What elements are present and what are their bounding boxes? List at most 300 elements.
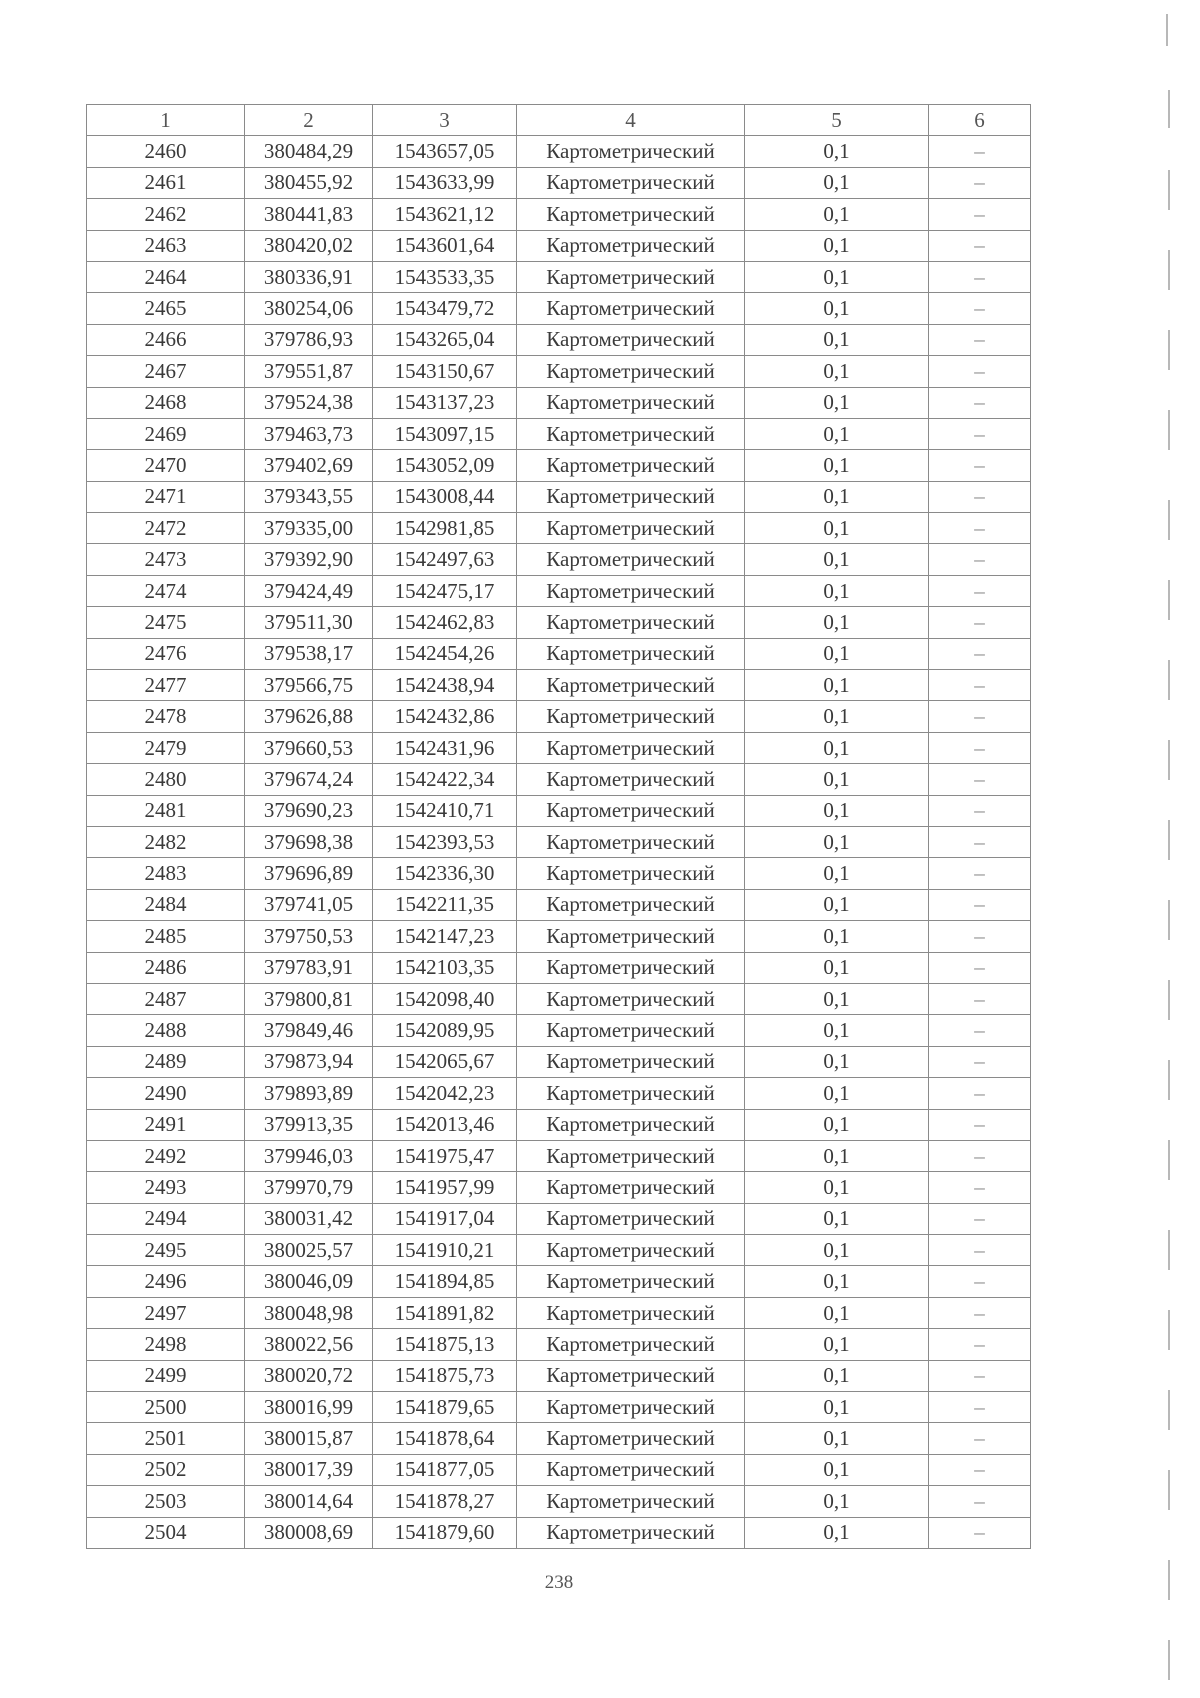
y-coordinate-cell: 1543008,44 [373, 481, 517, 512]
table-row [87, 1360, 1031, 1391]
table-row [87, 952, 1031, 983]
x-coordinate-cell: 379424,49 [245, 575, 373, 606]
point-number-cell: 2499 [87, 1360, 245, 1391]
column-header-accuracy: 5 [745, 105, 929, 136]
description-cell: – [929, 513, 1031, 544]
description-cell: – [929, 1109, 1031, 1140]
table-row [87, 481, 1031, 512]
x-coordinate-cell: 380254,06 [245, 293, 373, 324]
table-row [87, 167, 1031, 198]
point-number-cell: 2472 [87, 513, 245, 544]
description-cell: – [929, 481, 1031, 512]
method-cell: Картометрический [517, 638, 745, 669]
method-cell: Картометрический [517, 167, 745, 198]
y-coordinate-cell: 1543137,23 [373, 387, 517, 418]
table-row [87, 1109, 1031, 1140]
scan-edge-mark [1168, 1060, 1170, 1100]
description-cell: – [929, 670, 1031, 701]
accuracy-cell: 0,1 [745, 638, 929, 669]
description-cell: – [929, 1329, 1031, 1360]
y-coordinate-cell: 1542211,35 [373, 889, 517, 920]
table-row [87, 858, 1031, 889]
table-row [87, 293, 1031, 324]
table-row [87, 732, 1031, 763]
accuracy-cell: 0,1 [745, 418, 929, 449]
method-cell: Картометрический [517, 1203, 745, 1234]
x-coordinate-cell: 380008,69 [245, 1517, 373, 1548]
table-row [87, 544, 1031, 575]
y-coordinate-cell: 1542981,85 [373, 513, 517, 544]
table-row [87, 387, 1031, 418]
x-coordinate-cell: 380484,29 [245, 136, 373, 167]
x-coordinate-cell: 380016,99 [245, 1392, 373, 1423]
method-cell: Картометрический [517, 1454, 745, 1485]
point-number-cell: 2484 [87, 889, 245, 920]
method-cell: Картометрический [517, 1109, 745, 1140]
x-coordinate-cell: 379913,35 [245, 1109, 373, 1140]
description-cell: – [929, 1078, 1031, 1109]
x-coordinate-cell: 379750,53 [245, 921, 373, 952]
y-coordinate-cell: 1542103,35 [373, 952, 517, 983]
description-cell: – [929, 324, 1031, 355]
y-coordinate-cell: 1541957,99 [373, 1172, 517, 1203]
point-number-cell: 2490 [87, 1078, 245, 1109]
description-cell: – [929, 889, 1031, 920]
y-coordinate-cell: 1542431,96 [373, 732, 517, 763]
description-cell: – [929, 1392, 1031, 1423]
description-cell: – [929, 167, 1031, 198]
point-number-cell: 2465 [87, 293, 245, 324]
table-row [87, 1235, 1031, 1266]
y-coordinate-cell: 1541875,73 [373, 1360, 517, 1391]
accuracy-cell: 0,1 [745, 575, 929, 606]
description-cell: – [929, 1046, 1031, 1077]
accuracy-cell: 0,1 [745, 1015, 929, 1046]
scan-edge-mark [1168, 1230, 1170, 1270]
point-number-cell: 2493 [87, 1172, 245, 1203]
method-cell: Картометрический [517, 858, 745, 889]
accuracy-cell: 0,1 [745, 607, 929, 638]
table-row [87, 1486, 1031, 1517]
table-row [87, 1517, 1031, 1548]
point-number-cell: 2473 [87, 544, 245, 575]
y-coordinate-cell: 1543479,72 [373, 293, 517, 324]
point-number-cell: 2479 [87, 732, 245, 763]
column-header-y: 3 [373, 105, 517, 136]
y-coordinate-cell: 1542422,34 [373, 764, 517, 795]
point-number-cell: 2491 [87, 1109, 245, 1140]
description-cell: – [929, 199, 1031, 230]
accuracy-cell: 0,1 [745, 1454, 929, 1485]
method-cell: Картометрический [517, 356, 745, 387]
accuracy-cell: 0,1 [745, 1140, 929, 1171]
description-cell: – [929, 356, 1031, 387]
table-row [87, 1203, 1031, 1234]
point-number-cell: 2483 [87, 858, 245, 889]
table-row [87, 230, 1031, 261]
table-row [87, 1046, 1031, 1077]
description-cell: – [929, 921, 1031, 952]
method-cell: Картометрический [517, 826, 745, 857]
description-cell: – [929, 136, 1031, 167]
x-coordinate-cell: 379343,55 [245, 481, 373, 512]
accuracy-cell: 0,1 [745, 1329, 929, 1360]
description-cell: – [929, 1266, 1031, 1297]
accuracy-cell: 0,1 [745, 1266, 929, 1297]
description-cell: – [929, 1486, 1031, 1517]
x-coordinate-cell: 379511,30 [245, 607, 373, 638]
description-cell: – [929, 1015, 1031, 1046]
x-coordinate-cell: 379849,46 [245, 1015, 373, 1046]
method-cell: Картометрический [517, 1329, 745, 1360]
accuracy-cell: 0,1 [745, 544, 929, 575]
accuracy-cell: 0,1 [745, 983, 929, 1014]
point-number-cell: 2500 [87, 1392, 245, 1423]
scan-edge-mark [1168, 500, 1170, 540]
accuracy-cell: 0,1 [745, 1423, 929, 1454]
y-coordinate-cell: 1542013,46 [373, 1109, 517, 1140]
point-number-cell: 2497 [87, 1297, 245, 1328]
x-coordinate-cell: 379690,23 [245, 795, 373, 826]
table-row [87, 1454, 1031, 1485]
accuracy-cell: 0,1 [745, 513, 929, 544]
coordinates-table [86, 104, 1031, 1549]
scan-edge-mark [1168, 250, 1170, 290]
point-number-cell: 2467 [87, 356, 245, 387]
accuracy-cell: 0,1 [745, 1109, 929, 1140]
description-cell: – [929, 418, 1031, 449]
column-header-description: 6 [929, 105, 1031, 136]
method-cell: Картометрический [517, 324, 745, 355]
description-cell: – [929, 575, 1031, 606]
description-cell: – [929, 450, 1031, 481]
method-cell: Картометрический [517, 450, 745, 481]
x-coordinate-cell: 379946,03 [245, 1140, 373, 1171]
method-cell: Картометрический [517, 889, 745, 920]
x-coordinate-cell: 379674,24 [245, 764, 373, 795]
method-cell: Картометрический [517, 513, 745, 544]
x-coordinate-cell: 379970,79 [245, 1172, 373, 1203]
accuracy-cell: 0,1 [745, 230, 929, 261]
accuracy-cell: 0,1 [745, 1172, 929, 1203]
method-cell: Картометрический [517, 481, 745, 512]
table-row [87, 670, 1031, 701]
method-cell: Картометрический [517, 387, 745, 418]
point-number-cell: 2461 [87, 167, 245, 198]
method-cell: Картометрический [517, 952, 745, 983]
x-coordinate-cell: 379402,69 [245, 450, 373, 481]
x-coordinate-cell: 380031,42 [245, 1203, 373, 1234]
method-cell: Картометрический [517, 136, 745, 167]
column-header-x: 2 [245, 105, 373, 136]
accuracy-cell: 0,1 [745, 199, 929, 230]
method-cell: Картометрический [517, 1486, 745, 1517]
page-number: 238 [544, 1572, 574, 1593]
point-number-cell: 2470 [87, 450, 245, 481]
method-cell: Картометрический [517, 701, 745, 732]
x-coordinate-cell: 380014,64 [245, 1486, 373, 1517]
method-cell: Картометрический [517, 1360, 745, 1391]
accuracy-cell: 0,1 [745, 1517, 929, 1548]
accuracy-cell: 0,1 [745, 1235, 929, 1266]
table-row [87, 921, 1031, 952]
x-coordinate-cell: 379335,00 [245, 513, 373, 544]
description-cell: – [929, 261, 1031, 292]
table-row [87, 701, 1031, 732]
y-coordinate-cell: 1542410,71 [373, 795, 517, 826]
table-row [87, 1015, 1031, 1046]
point-number-cell: 2476 [87, 638, 245, 669]
y-coordinate-cell: 1542089,95 [373, 1015, 517, 1046]
scan-edge-mark [1168, 330, 1170, 370]
accuracy-cell: 0,1 [745, 324, 929, 355]
description-cell: – [929, 1203, 1031, 1234]
y-coordinate-cell: 1543533,35 [373, 261, 517, 292]
point-number-cell: 2501 [87, 1423, 245, 1454]
table-row [87, 1297, 1031, 1328]
description-cell: – [929, 983, 1031, 1014]
accuracy-cell: 0,1 [745, 670, 929, 701]
accuracy-cell: 0,1 [745, 387, 929, 418]
column-header-point-number: 1 [87, 105, 245, 136]
table-row [87, 764, 1031, 795]
x-coordinate-cell: 380336,91 [245, 261, 373, 292]
y-coordinate-cell: 1541891,82 [373, 1297, 517, 1328]
description-cell: – [929, 387, 1031, 418]
description-cell: – [929, 293, 1031, 324]
table-row [87, 1078, 1031, 1109]
method-cell: Картометрический [517, 199, 745, 230]
description-cell: – [929, 952, 1031, 983]
y-coordinate-cell: 1541910,21 [373, 1235, 517, 1266]
scan-edge-mark [1168, 170, 1170, 210]
method-cell: Картометрический [517, 1140, 745, 1171]
y-coordinate-cell: 1541917,04 [373, 1203, 517, 1234]
accuracy-cell: 0,1 [745, 889, 929, 920]
method-cell: Картометрический [517, 544, 745, 575]
x-coordinate-cell: 379538,17 [245, 638, 373, 669]
point-number-cell: 2486 [87, 952, 245, 983]
table-row [87, 795, 1031, 826]
method-cell: Картометрический [517, 1297, 745, 1328]
method-cell: Картометрический [517, 230, 745, 261]
y-coordinate-cell: 1543097,15 [373, 418, 517, 449]
point-number-cell: 2468 [87, 387, 245, 418]
description-cell: – [929, 1140, 1031, 1171]
column-header-method: 4 [517, 105, 745, 136]
description-cell: – [929, 1235, 1031, 1266]
point-number-cell: 2463 [87, 230, 245, 261]
method-cell: Картометрический [517, 607, 745, 638]
point-number-cell: 2498 [87, 1329, 245, 1360]
y-coordinate-cell: 1541894,85 [373, 1266, 517, 1297]
accuracy-cell: 0,1 [745, 481, 929, 512]
method-cell: Картометрический [517, 983, 745, 1014]
description-cell: – [929, 638, 1031, 669]
y-coordinate-cell: 1542147,23 [373, 921, 517, 952]
table-row [87, 1423, 1031, 1454]
y-coordinate-cell: 1541975,47 [373, 1140, 517, 1171]
x-coordinate-cell: 380455,92 [245, 167, 373, 198]
accuracy-cell: 0,1 [745, 701, 929, 732]
accuracy-cell: 0,1 [745, 732, 929, 763]
table-row [87, 199, 1031, 230]
description-cell: – [929, 858, 1031, 889]
x-coordinate-cell: 379800,81 [245, 983, 373, 1014]
scan-edge-mark [1166, 14, 1168, 46]
scan-edge-mark [1168, 740, 1170, 780]
accuracy-cell: 0,1 [745, 1203, 929, 1234]
scan-edge-mark [1168, 580, 1170, 620]
table-row [87, 638, 1031, 669]
scan-edge-mark [1168, 1390, 1170, 1430]
y-coordinate-cell: 1541875,13 [373, 1329, 517, 1360]
point-number-cell: 2503 [87, 1486, 245, 1517]
table-row [87, 607, 1031, 638]
y-coordinate-cell: 1543633,99 [373, 167, 517, 198]
method-cell: Картометрический [517, 1015, 745, 1046]
table-row [87, 1329, 1031, 1360]
method-cell: Картометрический [517, 1392, 745, 1423]
accuracy-cell: 0,1 [745, 921, 929, 952]
scan-edge-mark [1168, 820, 1170, 860]
accuracy-cell: 0,1 [745, 167, 929, 198]
point-number-cell: 2464 [87, 261, 245, 292]
accuracy-cell: 0,1 [745, 1046, 929, 1077]
point-number-cell: 2496 [87, 1266, 245, 1297]
y-coordinate-cell: 1541877,05 [373, 1454, 517, 1485]
scan-edge-mark [1168, 1470, 1170, 1510]
y-coordinate-cell: 1542462,83 [373, 607, 517, 638]
y-coordinate-cell: 1541879,60 [373, 1517, 517, 1548]
x-coordinate-cell: 379873,94 [245, 1046, 373, 1077]
description-cell: – [929, 701, 1031, 732]
y-coordinate-cell: 1543150,67 [373, 356, 517, 387]
x-coordinate-cell: 380022,56 [245, 1329, 373, 1360]
description-cell: – [929, 826, 1031, 857]
point-number-cell: 2478 [87, 701, 245, 732]
x-coordinate-cell: 379524,38 [245, 387, 373, 418]
y-coordinate-cell: 1541878,64 [373, 1423, 517, 1454]
y-coordinate-cell: 1543621,12 [373, 199, 517, 230]
accuracy-cell: 0,1 [745, 293, 929, 324]
accuracy-cell: 0,1 [745, 795, 929, 826]
point-number-cell: 2477 [87, 670, 245, 701]
table-row [87, 136, 1031, 167]
table-row [87, 1392, 1031, 1423]
y-coordinate-cell: 1542098,40 [373, 983, 517, 1014]
description-cell: – [929, 230, 1031, 261]
description-cell: – [929, 1297, 1031, 1328]
table-row [87, 575, 1031, 606]
x-coordinate-cell: 379551,87 [245, 356, 373, 387]
scan-edge-mark [1168, 660, 1170, 700]
table-row [87, 356, 1031, 387]
accuracy-cell: 0,1 [745, 1392, 929, 1423]
x-coordinate-cell: 379893,89 [245, 1078, 373, 1109]
y-coordinate-cell: 1542393,53 [373, 826, 517, 857]
method-cell: Картометрический [517, 795, 745, 826]
y-coordinate-cell: 1542336,30 [373, 858, 517, 889]
x-coordinate-cell: 379741,05 [245, 889, 373, 920]
x-coordinate-cell: 380441,83 [245, 199, 373, 230]
point-number-cell: 2482 [87, 826, 245, 857]
y-coordinate-cell: 1541879,65 [373, 1392, 517, 1423]
scan-edge-mark [1168, 1310, 1170, 1350]
y-coordinate-cell: 1542475,17 [373, 575, 517, 606]
x-coordinate-cell: 379463,73 [245, 418, 373, 449]
table-row [87, 513, 1031, 544]
table-body [87, 136, 1031, 1549]
description-cell: – [929, 795, 1031, 826]
x-coordinate-cell: 380020,72 [245, 1360, 373, 1391]
table-header-row [87, 105, 1031, 136]
accuracy-cell: 0,1 [745, 136, 929, 167]
point-number-cell: 2471 [87, 481, 245, 512]
point-number-cell: 2489 [87, 1046, 245, 1077]
accuracy-cell: 0,1 [745, 764, 929, 795]
table-row [87, 261, 1031, 292]
table-row [87, 418, 1031, 449]
description-cell: – [929, 544, 1031, 575]
y-coordinate-cell: 1542454,26 [373, 638, 517, 669]
scan-edge-mark [1168, 410, 1170, 450]
table-row [87, 1266, 1031, 1297]
point-number-cell: 2480 [87, 764, 245, 795]
table-row [87, 1140, 1031, 1171]
method-cell: Картометрический [517, 418, 745, 449]
method-cell: Картометрический [517, 293, 745, 324]
y-coordinate-cell: 1543657,05 [373, 136, 517, 167]
accuracy-cell: 0,1 [745, 1297, 929, 1328]
point-number-cell: 2495 [87, 1235, 245, 1266]
point-number-cell: 2469 [87, 418, 245, 449]
y-coordinate-cell: 1541878,27 [373, 1486, 517, 1517]
method-cell: Картометрический [517, 1266, 745, 1297]
method-cell: Картометрический [517, 1517, 745, 1548]
y-coordinate-cell: 1543601,64 [373, 230, 517, 261]
point-number-cell: 2488 [87, 1015, 245, 1046]
point-number-cell: 2462 [87, 199, 245, 230]
table-row [87, 1172, 1031, 1203]
point-number-cell: 2487 [87, 983, 245, 1014]
x-coordinate-cell: 379626,88 [245, 701, 373, 732]
method-cell: Картометрический [517, 670, 745, 701]
point-number-cell: 2474 [87, 575, 245, 606]
x-coordinate-cell: 380025,57 [245, 1235, 373, 1266]
x-coordinate-cell: 379392,90 [245, 544, 373, 575]
accuracy-cell: 0,1 [745, 1486, 929, 1517]
accuracy-cell: 0,1 [745, 450, 929, 481]
scan-edge-mark [1168, 1640, 1170, 1680]
method-cell: Картометрический [517, 261, 745, 292]
x-coordinate-cell: 379566,75 [245, 670, 373, 701]
method-cell: Картометрический [517, 764, 745, 795]
method-cell: Картометрический [517, 1172, 745, 1203]
x-coordinate-cell: 380420,02 [245, 230, 373, 261]
table-row [87, 983, 1031, 1014]
y-coordinate-cell: 1543265,04 [373, 324, 517, 355]
accuracy-cell: 0,1 [745, 261, 929, 292]
x-coordinate-cell: 379698,38 [245, 826, 373, 857]
x-coordinate-cell: 379660,53 [245, 732, 373, 763]
scan-edge-mark [1168, 1560, 1170, 1600]
method-cell: Картометрический [517, 732, 745, 763]
method-cell: Картометрический [517, 575, 745, 606]
method-cell: Картометрический [517, 1078, 745, 1109]
y-coordinate-cell: 1542497,63 [373, 544, 517, 575]
y-coordinate-cell: 1543052,09 [373, 450, 517, 481]
